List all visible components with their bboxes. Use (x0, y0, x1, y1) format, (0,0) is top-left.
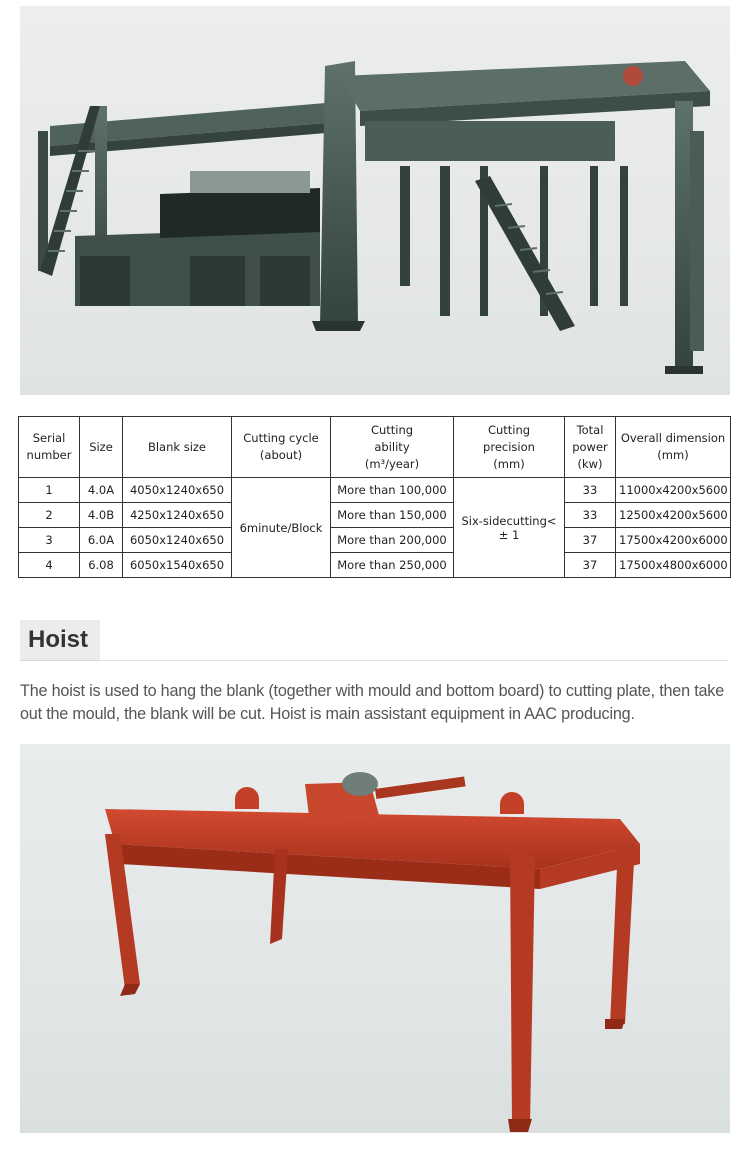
section-header (20, 620, 728, 661)
cell-serial: 3 (19, 528, 80, 553)
section-title: Hoist (28, 626, 88, 653)
cell-blank-size: 4250x1240x650 (123, 503, 232, 528)
header-cutting-cycle: Cutting cycle (about) (232, 417, 331, 478)
header-serial-number: Serial number (19, 417, 80, 478)
cell-overall-dimension: 11000x4200x5600 (616, 478, 731, 503)
cell-total-power: 37 (565, 528, 616, 553)
cell-overall-dimension: 12500x4200x5600 (616, 503, 731, 528)
cell-blank-size: 4050x1240x650 (123, 478, 232, 503)
cell-cutting-ability: More than 150,000 (331, 503, 454, 528)
header-blank-size: Blank size (123, 417, 232, 478)
specification-table (18, 416, 731, 578)
cell-blank-size: 6050x1540x650 (123, 553, 232, 578)
cell-size: 6.08 (80, 553, 123, 578)
cell-size: 4.0B (80, 503, 123, 528)
cell-cutting-ability: More than 250,000 (331, 553, 454, 578)
header-size: Size (80, 417, 123, 478)
cell-serial: 4 (19, 553, 80, 578)
table-header-row (19, 417, 731, 478)
cell-serial: 2 (19, 503, 80, 528)
hoist-photo (20, 744, 730, 1133)
hoist-illustration (20, 744, 730, 1133)
section-title-tab (20, 620, 100, 661)
cell-cutting-precision: Six-sidecutting< ± 1 (454, 478, 565, 578)
header-cutting-ability: Cutting ability (m³/year) (331, 417, 454, 478)
section-description: The hoist is used to hang the blank (together with mould and bottom board) to cutting plate, then take out the mould, the blank will be cut. Hoist is main assistant equipment in AAC producing. (20, 682, 724, 723)
cell-cutting-ability: More than 100,000 (331, 478, 454, 503)
table-row (19, 528, 731, 553)
header-total-power: Total power (kw) (565, 417, 616, 478)
cell-serial: 1 (19, 478, 80, 503)
cell-blank-size: 6050x1240x650 (123, 528, 232, 553)
cell-size: 4.0A (80, 478, 123, 503)
cell-overall-dimension: 17500x4200x6000 (616, 528, 731, 553)
cell-total-power: 33 (565, 503, 616, 528)
cutting-machine-illustration (20, 6, 730, 395)
cell-total-power: 37 (565, 553, 616, 578)
header-cutting-precision: Cutting precision (mm) (454, 417, 565, 478)
cell-total-power: 33 (565, 478, 616, 503)
cell-cutting-cycle: 6minute/Block (232, 478, 331, 578)
cutting-machine-photo (20, 6, 730, 395)
header-overall-dimension: Overall dimension (mm) (616, 417, 731, 478)
cell-overall-dimension: 17500x4800x6000 (616, 553, 731, 578)
table-row (19, 503, 731, 528)
cell-cutting-ability: More than 200,000 (331, 528, 454, 553)
table-row (19, 478, 731, 503)
table-row (19, 553, 731, 578)
cell-size: 6.0A (80, 528, 123, 553)
